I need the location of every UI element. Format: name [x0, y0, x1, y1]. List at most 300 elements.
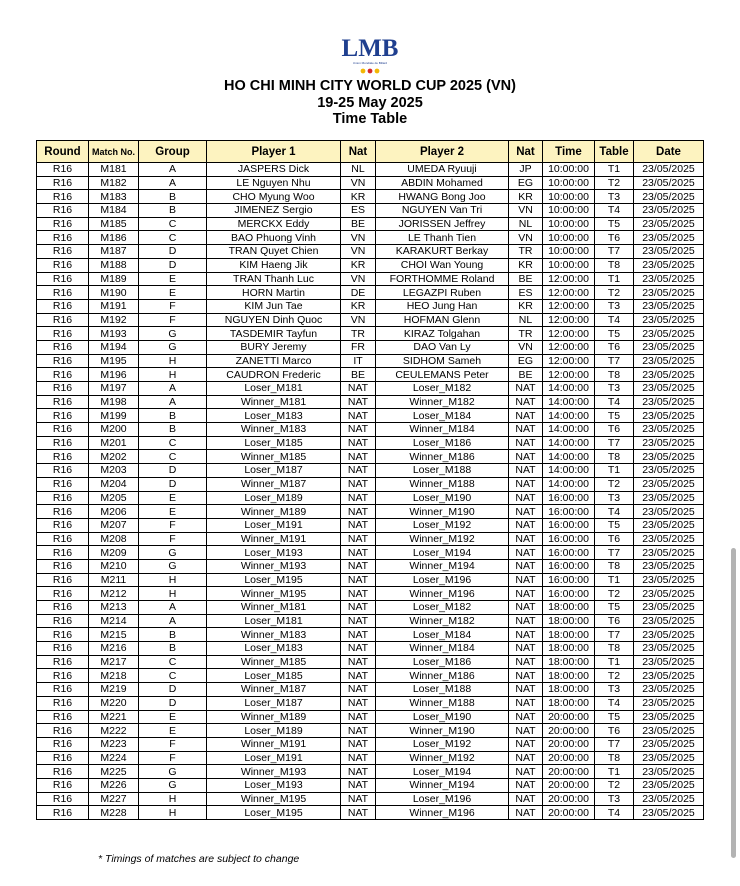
cell-time: 10:00:00	[543, 190, 595, 204]
cell-player2: Loser_M194	[376, 546, 509, 560]
cell-match-no: M221	[89, 710, 139, 724]
cell-nat1: NAT	[341, 778, 376, 792]
cell-round: R16	[37, 299, 89, 313]
cell-match-no: M186	[89, 231, 139, 245]
cell-nat1: KR	[341, 258, 376, 272]
cell-time: 16:00:00	[543, 546, 595, 560]
cell-player1: Loser_M183	[207, 642, 341, 656]
cell-nat2: KR	[509, 299, 543, 313]
cell-table: T7	[595, 436, 634, 450]
cell-player2: Loser_M182	[376, 601, 509, 615]
cell-player1: Loser_M187	[207, 464, 341, 478]
cell-date: 23/05/2025	[634, 176, 704, 190]
cell-nat2: NAT	[509, 436, 543, 450]
cell-table: T5	[595, 518, 634, 532]
cell-match-no: M215	[89, 628, 139, 642]
cell-round: R16	[37, 532, 89, 546]
cell-player2: Winner_M186	[376, 669, 509, 683]
cell-date: 23/05/2025	[634, 669, 704, 683]
cell-nat1: NAT	[341, 737, 376, 751]
cell-nat2: KR	[509, 258, 543, 272]
cell-player1: Winner_M193	[207, 559, 341, 573]
cell-group: G	[139, 559, 207, 573]
cell-time: 20:00:00	[543, 792, 595, 806]
cell-nat1: VN	[341, 245, 376, 259]
cell-table: T8	[595, 642, 634, 656]
cell-match-no: M218	[89, 669, 139, 683]
cell-nat1: NAT	[341, 395, 376, 409]
cell-date: 23/05/2025	[634, 724, 704, 738]
cell-round: R16	[37, 313, 89, 327]
cell-round: R16	[37, 354, 89, 368]
cell-nat1: VN	[341, 176, 376, 190]
cell-nat2: NAT	[509, 765, 543, 779]
cell-group: H	[139, 368, 207, 382]
cell-round: R16	[37, 655, 89, 669]
cell-nat1: VN	[341, 313, 376, 327]
cell-player2: NGUYEN Van Tri	[376, 204, 509, 218]
cell-player1: TRAN Quyet Chien	[207, 245, 341, 259]
cell-player2: HOFMAN Glenn	[376, 313, 509, 327]
cell-table: T3	[595, 491, 634, 505]
cell-player1: Winner_M191	[207, 737, 341, 751]
cell-time: 16:00:00	[543, 559, 595, 573]
cell-match-no: M216	[89, 642, 139, 656]
event-title: HO CHI MINH CITY WORLD CUP 2025 (VN)	[224, 78, 516, 94]
cell-date: 23/05/2025	[634, 601, 704, 615]
cell-date: 23/05/2025	[634, 642, 704, 656]
col-header-player2: Player 2	[376, 141, 509, 163]
cell-nat2: KR	[509, 190, 543, 204]
cell-time: 14:00:00	[543, 409, 595, 423]
cell-nat2: NAT	[509, 778, 543, 792]
cell-player1: CHO Myung Woo	[207, 190, 341, 204]
table-row	[37, 792, 704, 806]
table-row	[37, 696, 704, 710]
cell-group: C	[139, 231, 207, 245]
cell-match-no: M196	[89, 368, 139, 382]
cell-date: 23/05/2025	[634, 806, 704, 820]
cell-date: 23/05/2025	[634, 217, 704, 231]
cell-group: G	[139, 327, 207, 341]
cell-group: B	[139, 628, 207, 642]
cell-player2: Loser_M196	[376, 573, 509, 587]
cell-match-no: M206	[89, 505, 139, 519]
cell-player1: CAUDRON Frederic	[207, 368, 341, 382]
table-row	[37, 245, 704, 259]
cell-group: B	[139, 190, 207, 204]
cell-nat1: NAT	[341, 559, 376, 573]
cell-player2: Winner_M186	[376, 450, 509, 464]
cell-group: C	[139, 436, 207, 450]
cell-date: 23/05/2025	[634, 313, 704, 327]
cell-date: 23/05/2025	[634, 628, 704, 642]
cell-match-no: M194	[89, 340, 139, 354]
cell-match-no: M199	[89, 409, 139, 423]
col-header-date: Date	[634, 141, 704, 163]
cell-date: 23/05/2025	[634, 778, 704, 792]
cell-group: F	[139, 299, 207, 313]
cell-table: T6	[595, 614, 634, 628]
cell-group: G	[139, 546, 207, 560]
cell-nat1: NAT	[341, 573, 376, 587]
cell-time: 18:00:00	[543, 655, 595, 669]
cell-player2: Loser_M192	[376, 737, 509, 751]
cell-player1: LE Nguyen Nhu	[207, 176, 341, 190]
cell-date: 23/05/2025	[634, 532, 704, 546]
cell-nat1: FR	[341, 340, 376, 354]
cell-nat2: VN	[509, 340, 543, 354]
cell-match-no: M191	[89, 299, 139, 313]
table-row	[37, 354, 704, 368]
page-subtitle: Time Table	[332, 111, 408, 127]
cell-round: R16	[37, 491, 89, 505]
cell-group: D	[139, 683, 207, 697]
cell-table: T4	[595, 806, 634, 820]
cell-time: 10:00:00	[543, 217, 595, 231]
cell-round: R16	[37, 163, 89, 177]
table-row	[37, 614, 704, 628]
cell-group: H	[139, 354, 207, 368]
table-row	[37, 669, 704, 683]
cell-nat2: NAT	[509, 518, 543, 532]
table-row	[37, 601, 704, 615]
cell-nat2: NAT	[509, 601, 543, 615]
cell-table: T6	[595, 231, 634, 245]
cell-match-no: M198	[89, 395, 139, 409]
cell-player1: ZANETTI Marco	[207, 354, 341, 368]
cell-player2: CEULEMANS Peter	[376, 368, 509, 382]
cell-player1: Loser_M195	[207, 573, 341, 587]
cell-round: R16	[37, 477, 89, 491]
cell-table: T5	[595, 409, 634, 423]
logo-tagline: Union Mondiale de Billard	[352, 61, 388, 65]
cell-match-no: M227	[89, 792, 139, 806]
cell-player2: HEO Jung Han	[376, 299, 509, 313]
cell-round: R16	[37, 587, 89, 601]
cell-round: R16	[37, 272, 89, 286]
cell-nat2: EG	[509, 176, 543, 190]
cell-group: H	[139, 792, 207, 806]
cell-round: R16	[37, 258, 89, 272]
cell-round: R16	[37, 642, 89, 656]
cell-round: R16	[37, 464, 89, 478]
event-dates: 19-25 May 2025	[317, 95, 423, 111]
cell-date: 23/05/2025	[634, 327, 704, 341]
cell-date: 23/05/2025	[634, 245, 704, 259]
umb-logo	[341, 30, 399, 78]
table-row	[37, 231, 704, 245]
cell-player2: DAO Van Ly	[376, 340, 509, 354]
cell-nat1: NAT	[341, 806, 376, 820]
table-row	[37, 395, 704, 409]
cell-date: 23/05/2025	[634, 696, 704, 710]
cell-group: H	[139, 587, 207, 601]
cell-player1: Loser_M193	[207, 778, 341, 792]
cell-match-no: M223	[89, 737, 139, 751]
table-row	[37, 491, 704, 505]
cell-time: 20:00:00	[543, 737, 595, 751]
cell-group: H	[139, 573, 207, 587]
cell-match-no: M219	[89, 683, 139, 697]
cell-table: T1	[595, 765, 634, 779]
cell-group: E	[139, 286, 207, 300]
cell-table: T3	[595, 299, 634, 313]
cell-player2: Loser_M196	[376, 792, 509, 806]
cell-player2: FORTHOMME Roland	[376, 272, 509, 286]
cell-match-no: M203	[89, 464, 139, 478]
cell-round: R16	[37, 217, 89, 231]
cell-date: 23/05/2025	[634, 272, 704, 286]
cell-player1: Winner_M187	[207, 683, 341, 697]
cell-round: R16	[37, 423, 89, 437]
cell-player1: Loser_M189	[207, 491, 341, 505]
table-row	[37, 464, 704, 478]
table-row	[37, 628, 704, 642]
cell-time: 12:00:00	[543, 299, 595, 313]
cell-date: 23/05/2025	[634, 258, 704, 272]
cell-date: 23/05/2025	[634, 231, 704, 245]
cell-table: T2	[595, 587, 634, 601]
cell-date: 23/05/2025	[634, 765, 704, 779]
cell-group: C	[139, 669, 207, 683]
cell-player2: LE Thanh Tien	[376, 231, 509, 245]
cell-nat1: VN	[341, 231, 376, 245]
cell-nat1: NAT	[341, 655, 376, 669]
cell-table: T3	[595, 190, 634, 204]
cell-nat1: NAT	[341, 450, 376, 464]
cell-group: F	[139, 737, 207, 751]
cell-round: R16	[37, 368, 89, 382]
cell-nat2: VN	[509, 204, 543, 218]
table-row	[37, 683, 704, 697]
cell-time: 20:00:00	[543, 765, 595, 779]
cell-date: 23/05/2025	[634, 395, 704, 409]
cell-table: T3	[595, 683, 634, 697]
cell-date: 23/05/2025	[634, 518, 704, 532]
cell-round: R16	[37, 792, 89, 806]
cell-nat2: TR	[509, 327, 543, 341]
cell-match-no: M183	[89, 190, 139, 204]
cell-player1: Winner_M195	[207, 587, 341, 601]
cell-time: 12:00:00	[543, 272, 595, 286]
cell-nat2: NL	[509, 217, 543, 231]
table-row	[37, 286, 704, 300]
cell-player2: JORISSEN Jeffrey	[376, 217, 509, 231]
cell-nat2: BE	[509, 272, 543, 286]
cell-player1: NGUYEN Dinh Quoc	[207, 313, 341, 327]
cell-nat2: NAT	[509, 450, 543, 464]
cell-table: T7	[595, 245, 634, 259]
cell-time: 10:00:00	[543, 231, 595, 245]
cell-round: R16	[37, 340, 89, 354]
cell-round: R16	[37, 286, 89, 300]
cell-match-no: M214	[89, 614, 139, 628]
cell-player2: Loser_M182	[376, 382, 509, 396]
cell-date: 23/05/2025	[634, 737, 704, 751]
cell-player1: Loser_M183	[207, 409, 341, 423]
cell-table: T4	[595, 505, 634, 519]
cell-table: T1	[595, 163, 634, 177]
cell-group: C	[139, 655, 207, 669]
cell-table: T4	[595, 696, 634, 710]
cell-round: R16	[37, 436, 89, 450]
cell-time: 18:00:00	[543, 601, 595, 615]
cell-player1: Loser_M181	[207, 614, 341, 628]
cell-round: R16	[37, 204, 89, 218]
cell-player1: KIM Haeng Jik	[207, 258, 341, 272]
cell-match-no: M228	[89, 806, 139, 820]
cell-nat1: NAT	[341, 546, 376, 560]
cell-round: R16	[37, 806, 89, 820]
cell-nat1: DE	[341, 286, 376, 300]
cell-time: 14:00:00	[543, 464, 595, 478]
cell-table: T8	[595, 368, 634, 382]
cell-group: D	[139, 696, 207, 710]
cell-player2: Winner_M184	[376, 642, 509, 656]
cell-group: B	[139, 409, 207, 423]
table-row	[37, 382, 704, 396]
cell-nat1: NAT	[341, 505, 376, 519]
cell-time: 10:00:00	[543, 204, 595, 218]
cell-nat1: NAT	[341, 532, 376, 546]
cell-nat1: NAT	[341, 464, 376, 478]
cell-nat1: NL	[341, 163, 376, 177]
cell-group: A	[139, 601, 207, 615]
table-row	[37, 368, 704, 382]
cell-date: 23/05/2025	[634, 710, 704, 724]
cell-group: G	[139, 778, 207, 792]
cell-date: 23/05/2025	[634, 368, 704, 382]
timetable-body	[37, 163, 704, 820]
cell-nat2: NAT	[509, 683, 543, 697]
cell-table: T5	[595, 327, 634, 341]
col-header-match-no: Match No.	[89, 141, 139, 163]
cell-player2: Loser_M184	[376, 409, 509, 423]
table-row	[37, 724, 704, 738]
cell-table: T1	[595, 272, 634, 286]
cell-date: 23/05/2025	[634, 559, 704, 573]
cell-match-no: M212	[89, 587, 139, 601]
cell-player2: KARAKURT Berkay	[376, 245, 509, 259]
table-row	[37, 546, 704, 560]
table-row	[37, 737, 704, 751]
cell-group: D	[139, 258, 207, 272]
footnote: * Timings of matches are subject to change	[98, 853, 300, 865]
cell-player1: HORN Martin	[207, 286, 341, 300]
cell-player1: Winner_M185	[207, 655, 341, 669]
cell-player2: Winner_M194	[376, 559, 509, 573]
col-header-time: Time	[543, 141, 595, 163]
scrollbar[interactable]	[731, 548, 736, 858]
cell-match-no: M181	[89, 163, 139, 177]
table-row	[37, 204, 704, 218]
cell-group: D	[139, 464, 207, 478]
cell-player1: Winner_M189	[207, 505, 341, 519]
cell-player1: Loser_M185	[207, 669, 341, 683]
cell-match-no: M200	[89, 423, 139, 437]
cell-time: 14:00:00	[543, 423, 595, 437]
cell-round: R16	[37, 628, 89, 642]
cell-group: D	[139, 477, 207, 491]
cell-round: R16	[37, 518, 89, 532]
table-row	[37, 765, 704, 779]
cell-nat1: BE	[341, 368, 376, 382]
cell-nat1: NAT	[341, 477, 376, 491]
cell-table: T2	[595, 477, 634, 491]
table-row	[37, 518, 704, 532]
header-row	[37, 141, 704, 163]
cell-group: A	[139, 176, 207, 190]
cell-player2: Loser_M194	[376, 765, 509, 779]
cell-round: R16	[37, 176, 89, 190]
cell-time: 12:00:00	[543, 327, 595, 341]
cell-match-no: M188	[89, 258, 139, 272]
cell-nat2: NAT	[509, 532, 543, 546]
cell-table: T8	[595, 258, 634, 272]
cell-table: T2	[595, 286, 634, 300]
cell-match-no: M211	[89, 573, 139, 587]
cell-player2: Winner_M182	[376, 614, 509, 628]
table-row	[37, 409, 704, 423]
table-row	[37, 642, 704, 656]
cell-date: 23/05/2025	[634, 464, 704, 478]
cell-table: T1	[595, 655, 634, 669]
cell-group: B	[139, 642, 207, 656]
col-header-round: Round	[37, 141, 89, 163]
cell-match-no: M189	[89, 272, 139, 286]
cell-nat1: NAT	[341, 683, 376, 697]
cell-player2: Winner_M190	[376, 724, 509, 738]
cell-date: 23/05/2025	[634, 573, 704, 587]
cell-nat1: NAT	[341, 518, 376, 532]
cell-match-no: M217	[89, 655, 139, 669]
cell-match-no: M182	[89, 176, 139, 190]
cell-date: 23/05/2025	[634, 286, 704, 300]
cell-match-no: M205	[89, 491, 139, 505]
table-row	[37, 710, 704, 724]
cell-table: T3	[595, 382, 634, 396]
cell-match-no: M210	[89, 559, 139, 573]
cell-player2: Loser_M190	[376, 710, 509, 724]
cell-round: R16	[37, 395, 89, 409]
cell-player2: LEGAZPI Ruben	[376, 286, 509, 300]
cell-date: 23/05/2025	[634, 505, 704, 519]
cell-nat2: NAT	[509, 395, 543, 409]
cell-table: T7	[595, 628, 634, 642]
cell-table: T2	[595, 669, 634, 683]
cell-time: 16:00:00	[543, 518, 595, 532]
cell-date: 23/05/2025	[634, 614, 704, 628]
cell-table: T8	[595, 559, 634, 573]
cell-round: R16	[37, 382, 89, 396]
cell-round: R16	[37, 669, 89, 683]
cell-player1: Winner_M183	[207, 628, 341, 642]
cell-player2: Winner_M182	[376, 395, 509, 409]
cell-player1: JIMENEZ Sergio	[207, 204, 341, 218]
cell-player2: Winner_M188	[376, 477, 509, 491]
cell-nat1: KR	[341, 299, 376, 313]
cell-player2: Loser_M190	[376, 491, 509, 505]
cell-match-no: M213	[89, 601, 139, 615]
cell-time: 20:00:00	[543, 710, 595, 724]
cell-nat2: NL	[509, 313, 543, 327]
cell-time: 10:00:00	[543, 163, 595, 177]
cell-round: R16	[37, 450, 89, 464]
table-row	[37, 163, 704, 177]
cell-player2: Winner_M192	[376, 751, 509, 765]
cell-match-no: M185	[89, 217, 139, 231]
